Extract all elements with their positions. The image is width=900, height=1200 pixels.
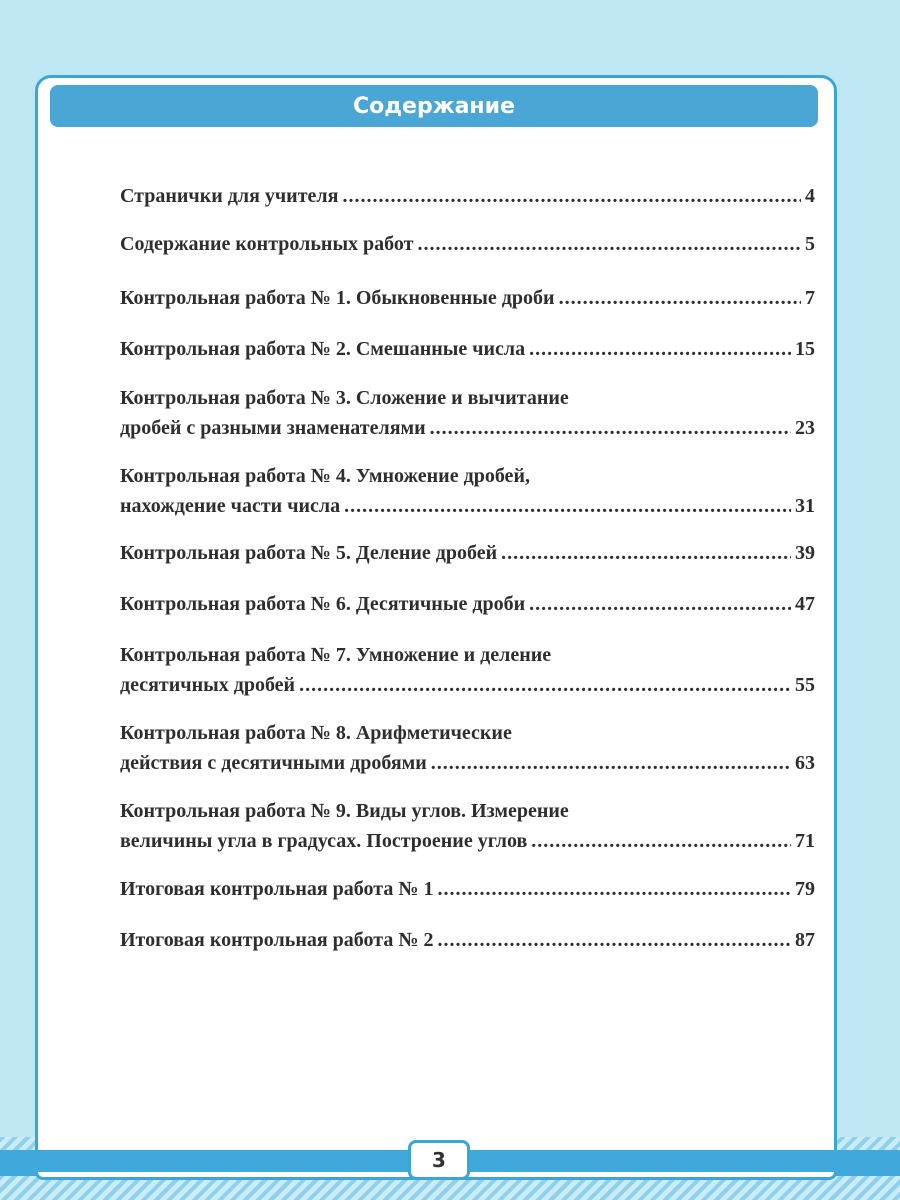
- toc-entry[interactable]: [120, 383, 815, 443]
- dot-leader: [342, 181, 801, 211]
- dot-leader: [299, 670, 791, 700]
- toc-entry-page: 87: [795, 929, 815, 951]
- toc-entry-title: дробей с разными знаменателями: [120, 417, 426, 439]
- toc-entry[interactable]: [120, 181, 815, 211]
- toc-entry-page: 7: [805, 287, 815, 309]
- toc-entry-page: 39: [795, 542, 815, 564]
- toc-entry-page: 71: [795, 830, 815, 852]
- dot-leader: [437, 874, 791, 904]
- dot-leader: [417, 229, 801, 259]
- toc-entry-title: Контрольная работа № 6. Десятичные дроби: [120, 593, 526, 615]
- toc-entry-page: 31: [795, 495, 815, 517]
- toc-entry-title: Содержание контрольных работ: [120, 233, 414, 255]
- dot-leader: [529, 334, 791, 364]
- toc-entry[interactable]: [120, 538, 815, 568]
- toc-entry-title: Контрольная работа № 3. Сложение и вычитание: [120, 387, 569, 409]
- toc-entry-title: нахождение части числа: [120, 495, 341, 517]
- toc-entry[interactable]: [120, 461, 815, 521]
- toc-entry[interactable]: [120, 718, 815, 778]
- dot-leader: [430, 413, 791, 443]
- toc-entry-page: 79: [795, 878, 815, 900]
- toc-header: [50, 85, 818, 127]
- toc-entry-page: 23: [795, 417, 815, 439]
- toc-entry-page: 5: [805, 233, 815, 255]
- toc-entry-page: 15: [795, 338, 815, 360]
- toc-entry-page: 63: [795, 752, 815, 774]
- toc-entry[interactable]: [120, 925, 815, 955]
- toc-entry-page: 47: [795, 593, 815, 615]
- toc-entry-title: Контрольная работа № 2. Смешанные числа: [120, 338, 526, 360]
- dot-leader: [437, 925, 791, 955]
- toc-entry-title: Контрольная работа № 7. Умножение и деление: [120, 644, 552, 666]
- dot-leader: [529, 589, 791, 619]
- dot-leader: [559, 283, 801, 313]
- toc-entry-title: десятичных дробей: [120, 674, 296, 696]
- toc-entry[interactable]: [120, 283, 815, 313]
- toc-entry[interactable]: [120, 640, 815, 700]
- toc-title: Содержание: [353, 93, 515, 119]
- toc-entry-title: Контрольная работа № 8. Арифметические: [120, 722, 512, 744]
- toc-entry-title: Контрольная работа № 4. Умножение дробей,: [120, 465, 530, 487]
- toc-entry-title: Контрольная работа № 1. Обыкновенные дроби: [120, 287, 555, 309]
- dot-leader: [501, 538, 791, 568]
- toc-entry[interactable]: [120, 334, 815, 364]
- dot-leader: [531, 826, 791, 856]
- toc-entry-page: 55: [795, 674, 815, 696]
- toc-entry-page: 4: [805, 185, 815, 207]
- toc-entry-title: величины угла в градусах. Построение углов: [120, 830, 528, 852]
- toc-entry-title: Контрольная работа № 9. Виды углов. Измерение: [120, 800, 569, 822]
- toc-entry[interactable]: [120, 874, 815, 904]
- toc-entry-title: Странички для учителя: [120, 185, 339, 207]
- toc-entry-title: действия с десятичными дробями: [120, 752, 427, 774]
- toc-entry-title: Итоговая контрольная работа № 1: [120, 878, 434, 900]
- toc-entry-title: Итоговая контрольная работа № 2: [120, 929, 434, 951]
- dot-leader: [344, 491, 791, 521]
- page-number: 3: [408, 1140, 470, 1180]
- toc-entry[interactable]: [120, 796, 815, 856]
- toc-entry[interactable]: [120, 589, 815, 619]
- toc-entry-title: Контрольная работа № 5. Деление дробей: [120, 542, 498, 564]
- toc-entry[interactable]: [120, 229, 815, 259]
- dot-leader: [431, 748, 791, 778]
